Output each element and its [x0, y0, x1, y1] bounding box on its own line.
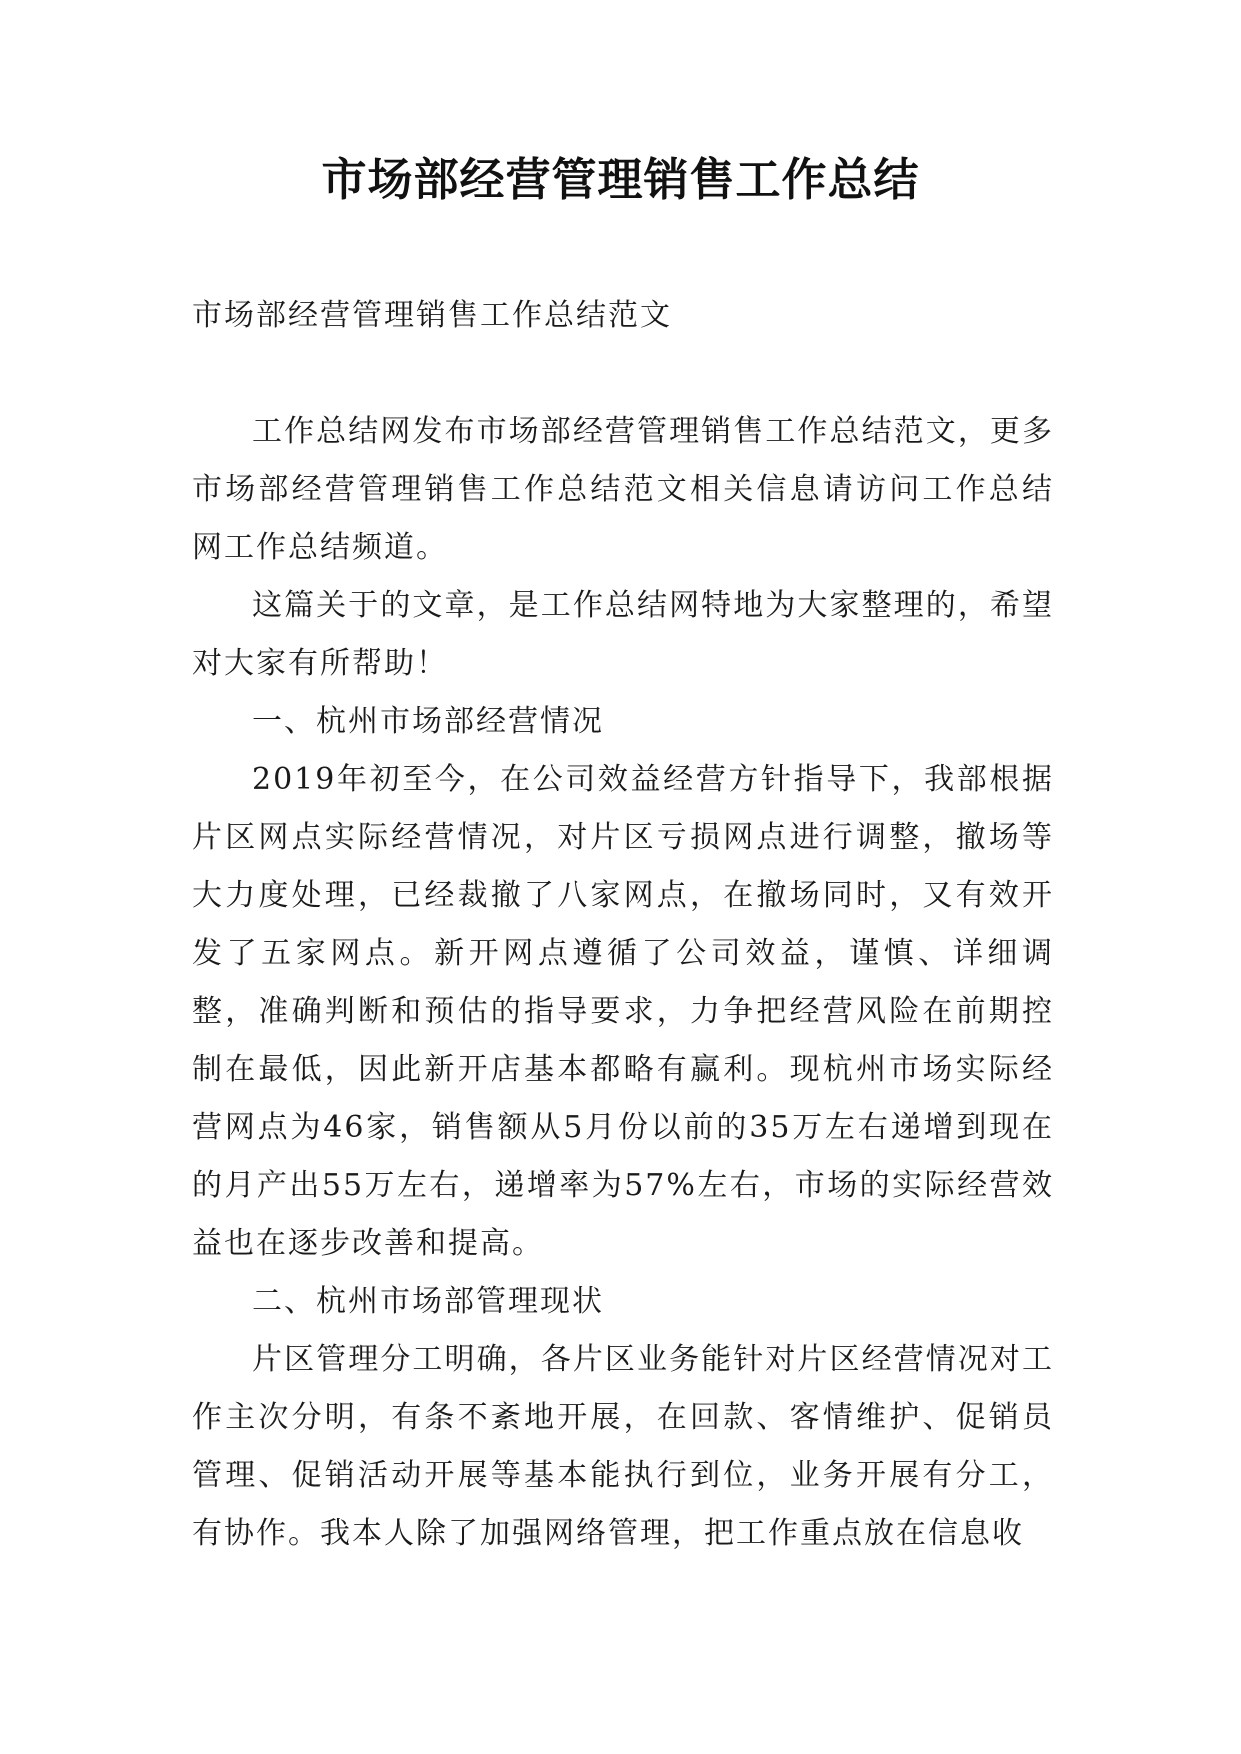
document-body — [192, 403, 1054, 1563]
paragraph-operations: 2019年初至今，在公司效益经营方针指导下，我部根据片区网点实际经营情况，对片区亏损网点进行调整，撤场等大力度处理，已经裁撤了八家网点，在撤场同时，又有效开发了五家网点。新开网点遵循了公司效益，谨慎、详细调整，准确判断和预估的指导要求，力争把经营风险在前期控制在最低，因此新开店基本都略有赢利。现杭州市场实际经营网点为46家，销售额从5月份以前的35万左右递增到现在的月产出55万左右，递增率为57%左右，市场的实际经营效益也在逐步改善和提高。 — [192, 762, 1054, 1261]
document-subtitle: 市场部经营管理销售工作总结范文 — [192, 298, 672, 333]
paragraph-greeting: 这篇关于的文章，是工作总结网特地为大家整理的，希望对大家有所帮助！ — [192, 588, 1054, 681]
document-title: 市场部经营管理销售工作总结 — [321, 153, 920, 206]
section-heading-1: 一、杭州市场部经营情况 — [252, 704, 604, 739]
section-heading-2: 二、杭州市场部管理现状 — [252, 1284, 604, 1319]
paragraph-management: 片区管理分工明确，各片区业务能针对片区经营情况对工作主次分明，有条不紊地开展，在回款、客情维护、促销员管理、促销活动开展等基本能执行到位，业务开展有分工，有协作。我本人除了加强网络管理，把工作重点放在信息收 — [192, 1342, 1054, 1551]
paragraph-intro: 工作总结网发布市场部经营管理销售工作总结范文，更多市场部经营管理销售工作总结范文相关信息请访问工作总结网工作总结频道。 — [192, 414, 1054, 565]
